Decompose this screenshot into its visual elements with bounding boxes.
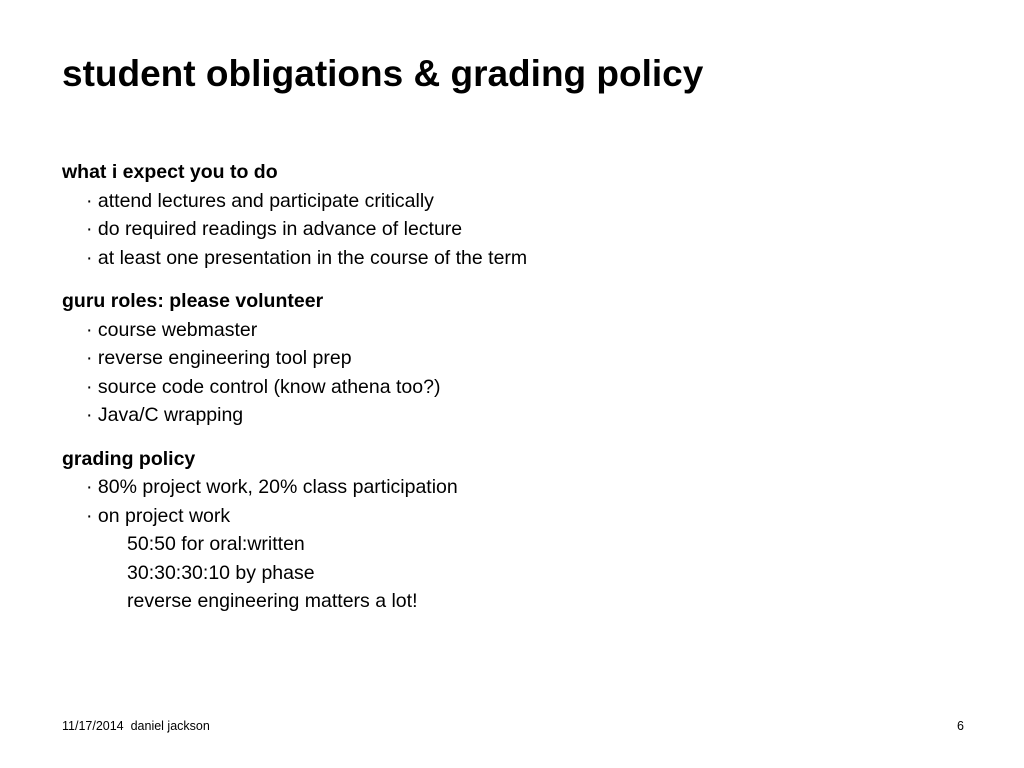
slide-body — [62, 158, 962, 631]
list-item: · on project work — [86, 504, 231, 527]
section-heading: what i expect you to do — [62, 161, 278, 183]
footer-date: 11/17/2014 — [62, 719, 124, 733]
section-expectations — [62, 158, 962, 272]
slide-title: student obligations & grading policy — [62, 53, 704, 94]
list-item: · at least one presentation in the course of the term — [86, 246, 528, 269]
section-grading-policy — [62, 445, 962, 616]
sub-list-item: 50:50 for oral:written — [127, 533, 305, 555]
list-item: · source code control (know athena too?) — [86, 375, 441, 398]
list-item: · course webmaster — [86, 318, 258, 341]
list-item: · reverse engineering tool prep — [86, 347, 352, 369]
page-number: 6 — [957, 719, 964, 733]
sub-list-item: reverse engineering matters a lot! — [127, 590, 418, 612]
sub-list-item: 30:30:30:10 by phase — [127, 561, 315, 584]
list-item: · 80% project work, 20% class participation — [86, 476, 458, 498]
list-item: · Java/C wrapping — [86, 404, 244, 426]
list-item: · attend lectures and participate critically — [86, 189, 434, 212]
footer-left — [62, 718, 210, 734]
section-guru-roles — [62, 287, 962, 430]
list-item: · do required readings in advance of lecture — [86, 218, 463, 240]
section-heading: grading policy — [62, 447, 196, 470]
section-heading: guru roles: please volunteer — [62, 290, 324, 312]
footer-author: daniel jackson — [130, 719, 210, 733]
